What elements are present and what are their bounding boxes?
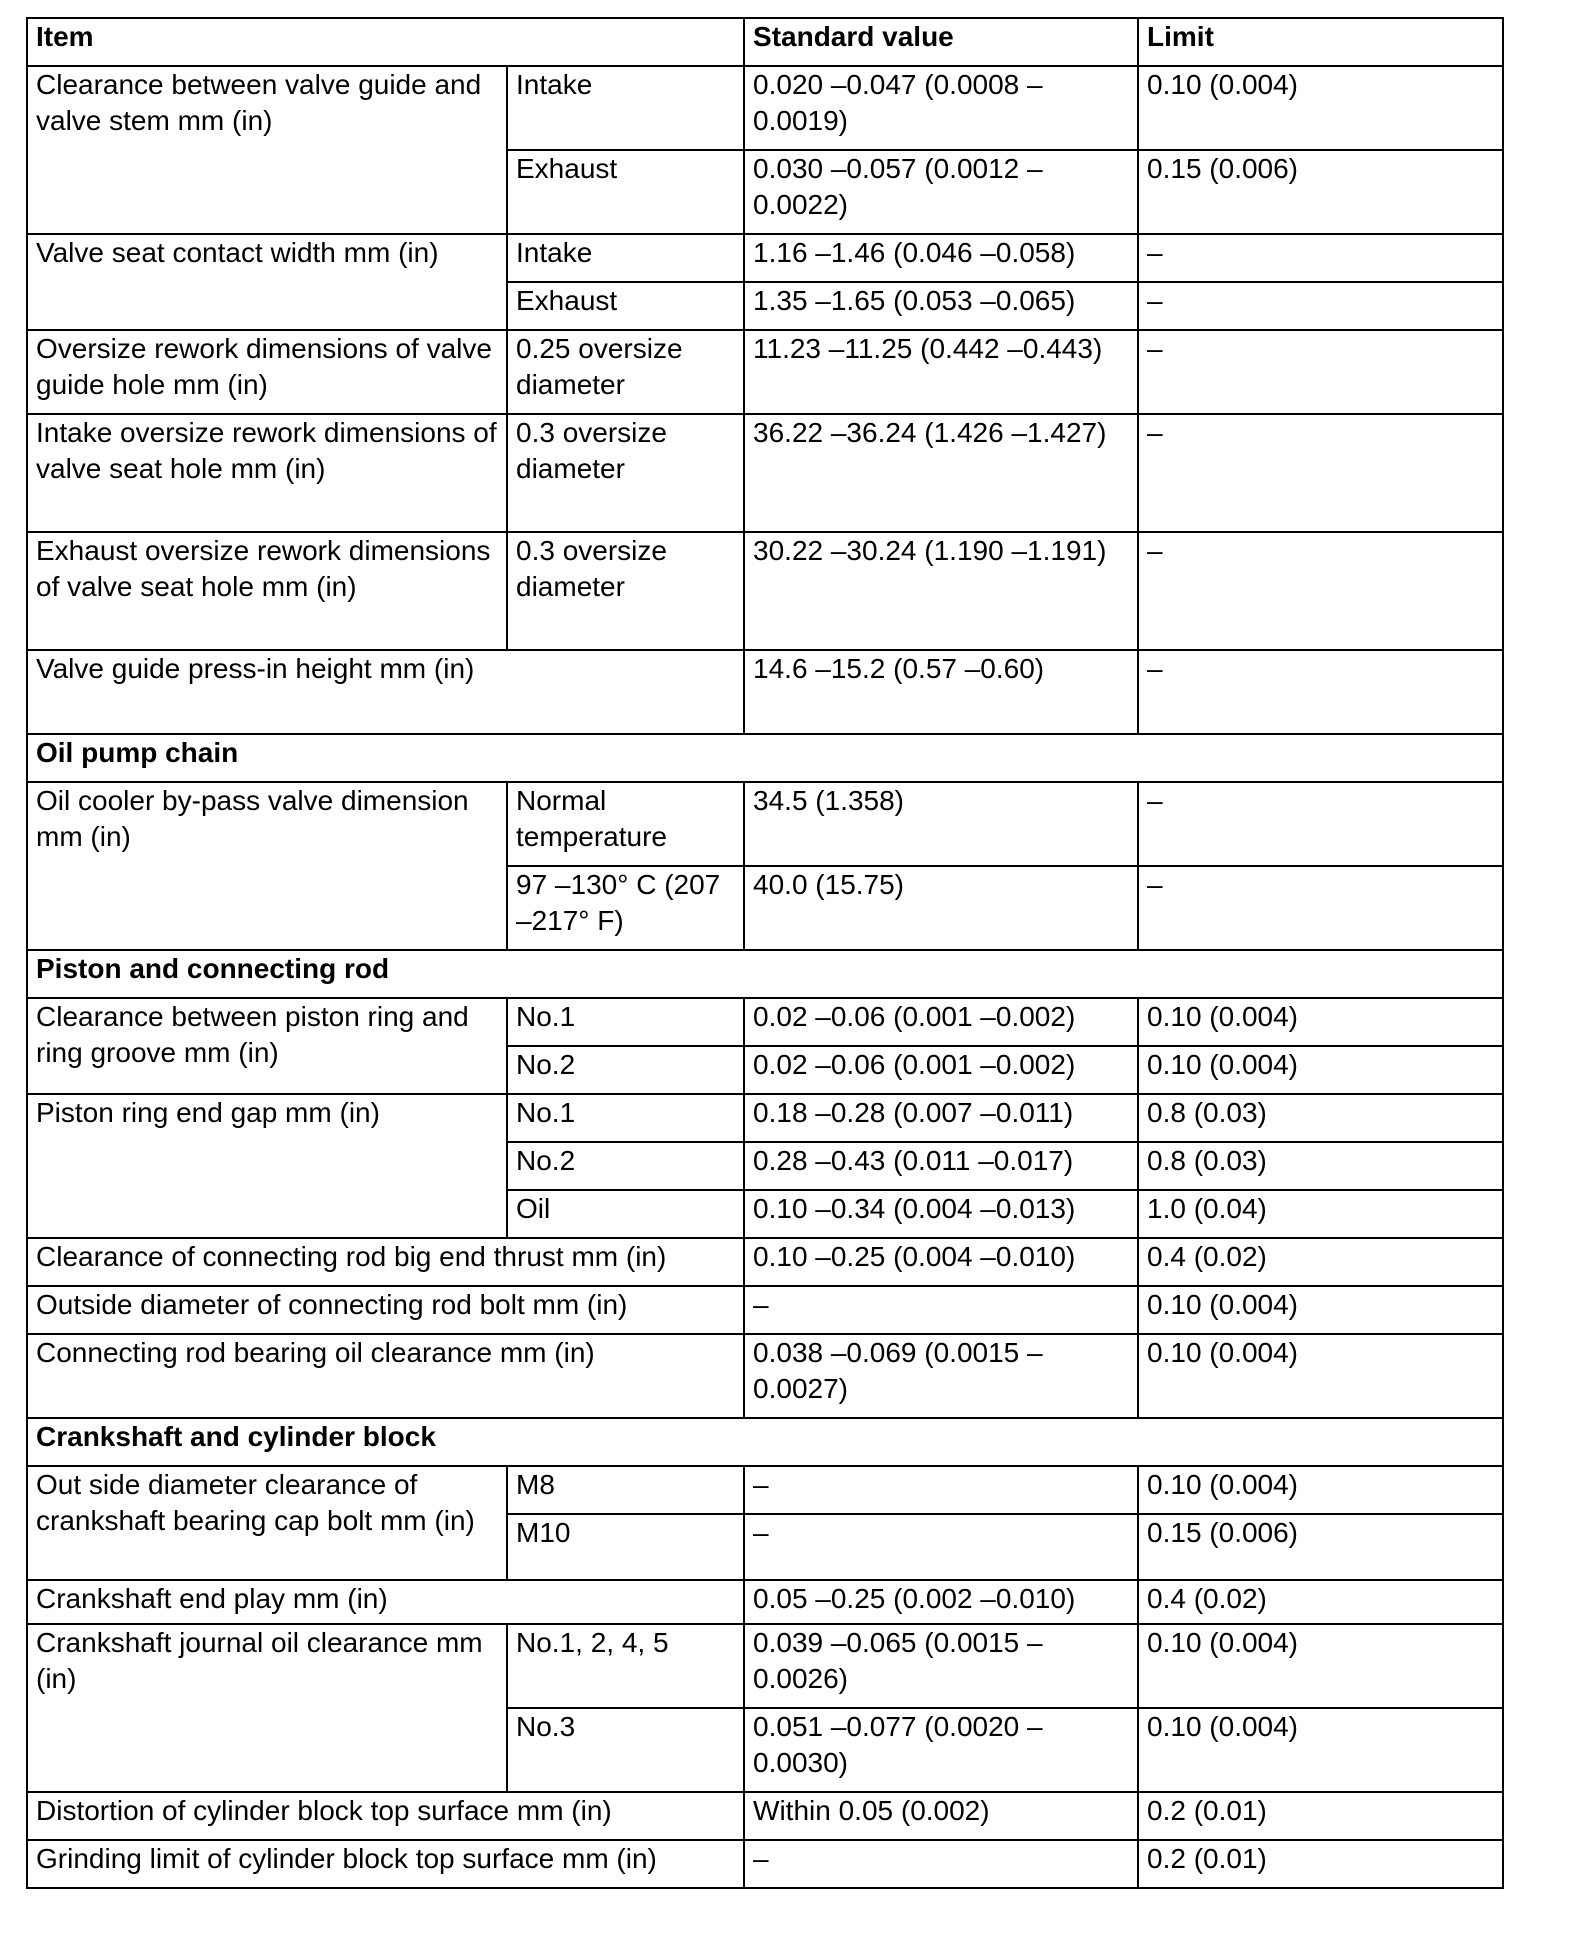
limit-value: – <box>1138 234 1503 282</box>
table-row <box>27 1334 1503 1418</box>
table-row <box>27 1238 1503 1286</box>
standard-value: 34.5 (1.358) <box>744 782 1138 866</box>
table-row <box>27 1840 1503 1888</box>
standard-value: 0.020 –0.047 (0.0008 –0.0019) <box>744 66 1138 150</box>
standard-value: 30.22 –30.24 (1.190 –1.191) <box>744 532 1138 650</box>
table-row <box>27 650 1503 734</box>
standard-value: – <box>744 1466 1138 1514</box>
limit-value: – <box>1138 782 1503 866</box>
standard-value: 0.039 –0.065 (0.0015 –0.0026) <box>744 1624 1138 1708</box>
standard-value: 0.038 –0.069 (0.0015 –0.0027) <box>744 1334 1138 1418</box>
sub-item: Oil <box>507 1190 744 1238</box>
item-label: Clearance between valve guide and valve stem mm (in) <box>27 66 507 234</box>
standard-value: 0.10 –0.25 (0.004 –0.010) <box>744 1238 1138 1286</box>
limit-value: 0.10 (0.004) <box>1138 1708 1503 1792</box>
standard-value: 0.10 –0.34 (0.004 –0.013) <box>744 1190 1138 1238</box>
item-label: Exhaust oversize rework dimensions of valve seat hole mm (in) <box>27 532 507 650</box>
table-row <box>27 998 1503 1046</box>
limit-value: – <box>1138 650 1503 734</box>
sub-item: 97 –130° C (207 –217° F) <box>507 866 744 950</box>
limit-value: – <box>1138 866 1503 950</box>
section-heading-piston-connecting-rod: Piston and connecting rod <box>27 950 1503 998</box>
section-heading-oil-pump-chain: Oil pump chain <box>27 734 1503 782</box>
header-standard-value: Standard value <box>744 18 1138 66</box>
section-row <box>27 950 1503 998</box>
table-row <box>27 1580 1503 1624</box>
standard-value: 1.16 –1.46 (0.046 –0.058) <box>744 234 1138 282</box>
standard-value: 40.0 (15.75) <box>744 866 1138 950</box>
section-heading-crankshaft-cylinder-block: Crankshaft and cylinder block <box>27 1418 1503 1466</box>
limit-value: – <box>1138 414 1503 532</box>
limit-value: 0.15 (0.006) <box>1138 1514 1503 1580</box>
item-label: Outside diameter of connecting rod bolt mm (in) <box>27 1286 744 1334</box>
limit-value: 0.10 (0.004) <box>1138 1046 1503 1094</box>
limit-value: 0.15 (0.006) <box>1138 150 1503 234</box>
limit-value: 0.4 (0.02) <box>1138 1238 1503 1286</box>
limit-value: 0.8 (0.03) <box>1138 1142 1503 1190</box>
standard-value: – <box>744 1514 1138 1580</box>
limit-value: 1.0 (0.04) <box>1138 1190 1503 1238</box>
table-row <box>27 1792 1503 1840</box>
item-label: Piston ring end gap mm (in) <box>27 1094 507 1238</box>
standard-value: – <box>744 1840 1138 1888</box>
item-label: Grinding limit of cylinder block top surface mm (in) <box>27 1840 744 1888</box>
limit-value: – <box>1138 532 1503 650</box>
item-label: Crankshaft end play mm (in) <box>27 1580 744 1624</box>
table-row <box>27 532 1503 650</box>
table-row <box>27 1094 1503 1142</box>
table-row <box>27 1624 1503 1708</box>
item-label: Oil cooler by-pass valve dimension mm (in) <box>27 782 507 950</box>
limit-value: 0.10 (0.004) <box>1138 1334 1503 1418</box>
item-label: Intake oversize rework dimensions of valve seat hole mm (in) <box>27 414 507 532</box>
sub-item: No.1 <box>507 998 744 1046</box>
limit-value: 0.2 (0.01) <box>1138 1792 1503 1840</box>
limit-value: 0.4 (0.02) <box>1138 1580 1503 1624</box>
limit-value: 0.10 (0.004) <box>1138 1286 1503 1334</box>
header-limit: Limit <box>1138 18 1503 66</box>
item-label: Oversize rework dimensions of valve guide hole mm (in) <box>27 330 507 414</box>
item-label: Clearance of connecting rod big end thrust mm (in) <box>27 1238 744 1286</box>
standard-value: 0.28 –0.43 (0.011 –0.017) <box>744 1142 1138 1190</box>
sub-item: M8 <box>507 1466 744 1514</box>
table-row <box>27 1286 1503 1334</box>
sub-item: No.2 <box>507 1142 744 1190</box>
service-spec-table <box>26 17 1504 1889</box>
sub-item: No.1, 2, 4, 5 <box>507 1624 744 1708</box>
sub-item: 0.25 oversize diameter <box>507 330 744 414</box>
table-row <box>27 414 1503 532</box>
limit-value: 0.8 (0.03) <box>1138 1094 1503 1142</box>
section-row <box>27 734 1503 782</box>
standard-value: 0.05 –0.25 (0.002 –0.010) <box>744 1580 1138 1624</box>
sub-item: Exhaust <box>507 150 744 234</box>
standard-value: 11.23 –11.25 (0.442 –0.443) <box>744 330 1138 414</box>
standard-value: 36.22 –36.24 (1.426 –1.427) <box>744 414 1138 532</box>
sub-item: 0.3 oversize diameter <box>507 414 744 532</box>
sub-item: Normal temperature <box>507 782 744 866</box>
sub-item: No.1 <box>507 1094 744 1142</box>
item-label: Crankshaft journal oil clearance mm (in) <box>27 1624 507 1792</box>
limit-value: 0.10 (0.004) <box>1138 1466 1503 1514</box>
limit-value: 0.10 (0.004) <box>1138 66 1503 150</box>
spec-page <box>26 17 1502 1889</box>
item-label: Clearance between piston ring and ring groove mm (in) <box>27 998 507 1094</box>
sub-item: No.2 <box>507 1046 744 1094</box>
standard-value: 1.35 –1.65 (0.053 –0.065) <box>744 282 1138 330</box>
table-row <box>27 66 1503 150</box>
item-label: Connecting rod bearing oil clearance mm (in) <box>27 1334 744 1418</box>
standard-value: 0.02 –0.06 (0.001 –0.002) <box>744 1046 1138 1094</box>
limit-value: 0.10 (0.004) <box>1138 1624 1503 1708</box>
table-row <box>27 330 1503 414</box>
standard-value: Within 0.05 (0.002) <box>744 1792 1138 1840</box>
header-row <box>27 18 1503 66</box>
sub-item: Intake <box>507 234 744 282</box>
item-label: Valve guide press-in height mm (in) <box>27 650 744 734</box>
header-item: Item <box>27 18 744 66</box>
table-row <box>27 234 1503 282</box>
standard-value: 0.02 –0.06 (0.001 –0.002) <box>744 998 1138 1046</box>
table-row <box>27 1466 1503 1514</box>
limit-value: – <box>1138 282 1503 330</box>
table-row <box>27 782 1503 866</box>
sub-item: 0.3 oversize diameter <box>507 532 744 650</box>
standard-value: 0.030 –0.057 (0.0012 –0.0022) <box>744 150 1138 234</box>
standard-value: 0.18 –0.28 (0.007 –0.011) <box>744 1094 1138 1142</box>
sub-item: Intake <box>507 66 744 150</box>
limit-value: 0.10 (0.004) <box>1138 998 1503 1046</box>
limit-value: 0.2 (0.01) <box>1138 1840 1503 1888</box>
standard-value: – <box>744 1286 1138 1334</box>
section-row <box>27 1418 1503 1466</box>
sub-item: Exhaust <box>507 282 744 330</box>
sub-item: No.3 <box>507 1708 744 1792</box>
sub-item: M10 <box>507 1514 744 1580</box>
item-label: Valve seat contact width mm (in) <box>27 234 507 330</box>
standard-value: 14.6 –15.2 (0.57 –0.60) <box>744 650 1138 734</box>
limit-value: – <box>1138 330 1503 414</box>
standard-value: 0.051 –0.077 (0.0020 –0.0030) <box>744 1708 1138 1792</box>
item-label: Distortion of cylinder block top surface mm (in) <box>27 1792 744 1840</box>
item-label: Out side diameter clearance of crankshaft bearing cap bolt mm (in) <box>27 1466 507 1580</box>
